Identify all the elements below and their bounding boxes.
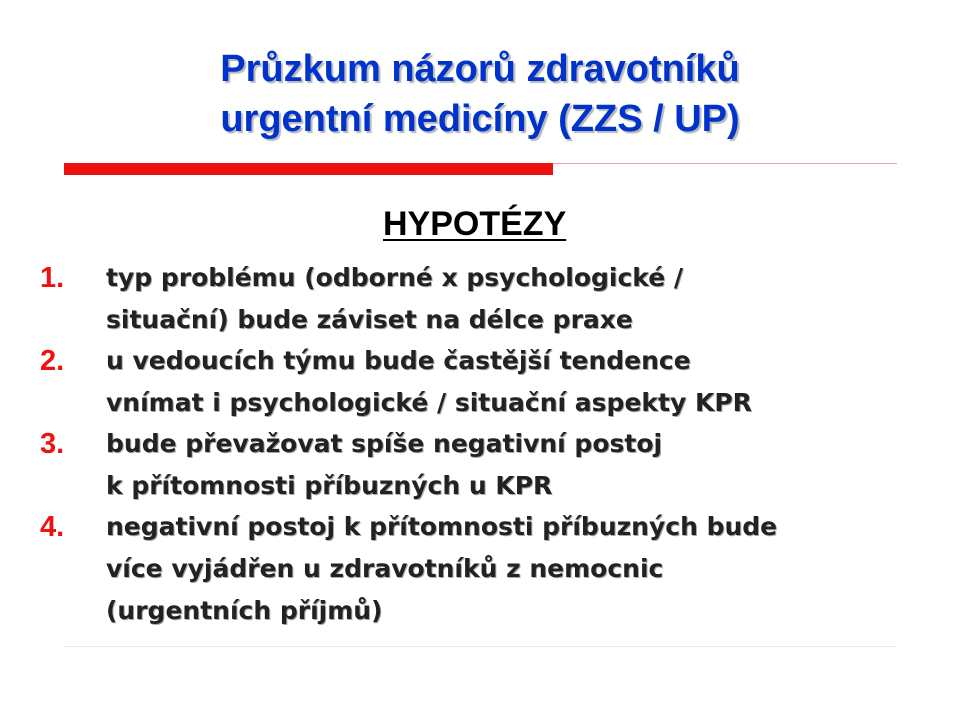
slide-title-line-2: urgentní medicíny (ZZS / UP) [220, 98, 740, 140]
slide-title [0, 44, 960, 144]
hypotheses-list [40, 257, 940, 632]
hypothesis-text-line: negativní postoj k přítomnosti příbuzných bude [106, 512, 778, 541]
hypothesis-item-1 [40, 257, 940, 341]
slide-title-line-1: Průzkum názorů zdravotníků [220, 48, 740, 90]
hypothesis-number: 2. [40, 345, 65, 377]
hypothesis-text-line: u vedoucích týmu bude častější tendence [106, 346, 691, 375]
accent-bar [64, 163, 553, 175]
hypothesis-text-line: vnímat i psychologické / situační aspekty KPR [106, 388, 752, 417]
hypothesis-number: 1. [40, 262, 65, 294]
hypothesis-item-3 [40, 423, 940, 507]
hypothesis-text-line: (urgentních příjmů) [106, 596, 383, 625]
hypothesis-number: 4. [40, 511, 65, 543]
hypothesis-text-line: více vyjádřen u zdravotníků z nemocnic [106, 554, 664, 583]
hypothesis-text-line: bude převažovat spíše negativní postoj [106, 429, 663, 458]
hypothesis-item-2 [40, 340, 940, 424]
hypothesis-number: 3. [40, 428, 65, 460]
accent-rule [553, 163, 897, 164]
hypothesis-text-line: typ problému (odborné x psychologické / [106, 263, 684, 292]
footer-rule [64, 646, 897, 647]
hypothesis-text-line: situační) bude záviset na délce praxe [106, 305, 633, 334]
hypothesis-item-4 [40, 506, 940, 632]
section-heading: HYPOTÉZY [383, 205, 567, 243]
hypothesis-text-line: k přítomnosti příbuzných u KPR [106, 471, 553, 500]
